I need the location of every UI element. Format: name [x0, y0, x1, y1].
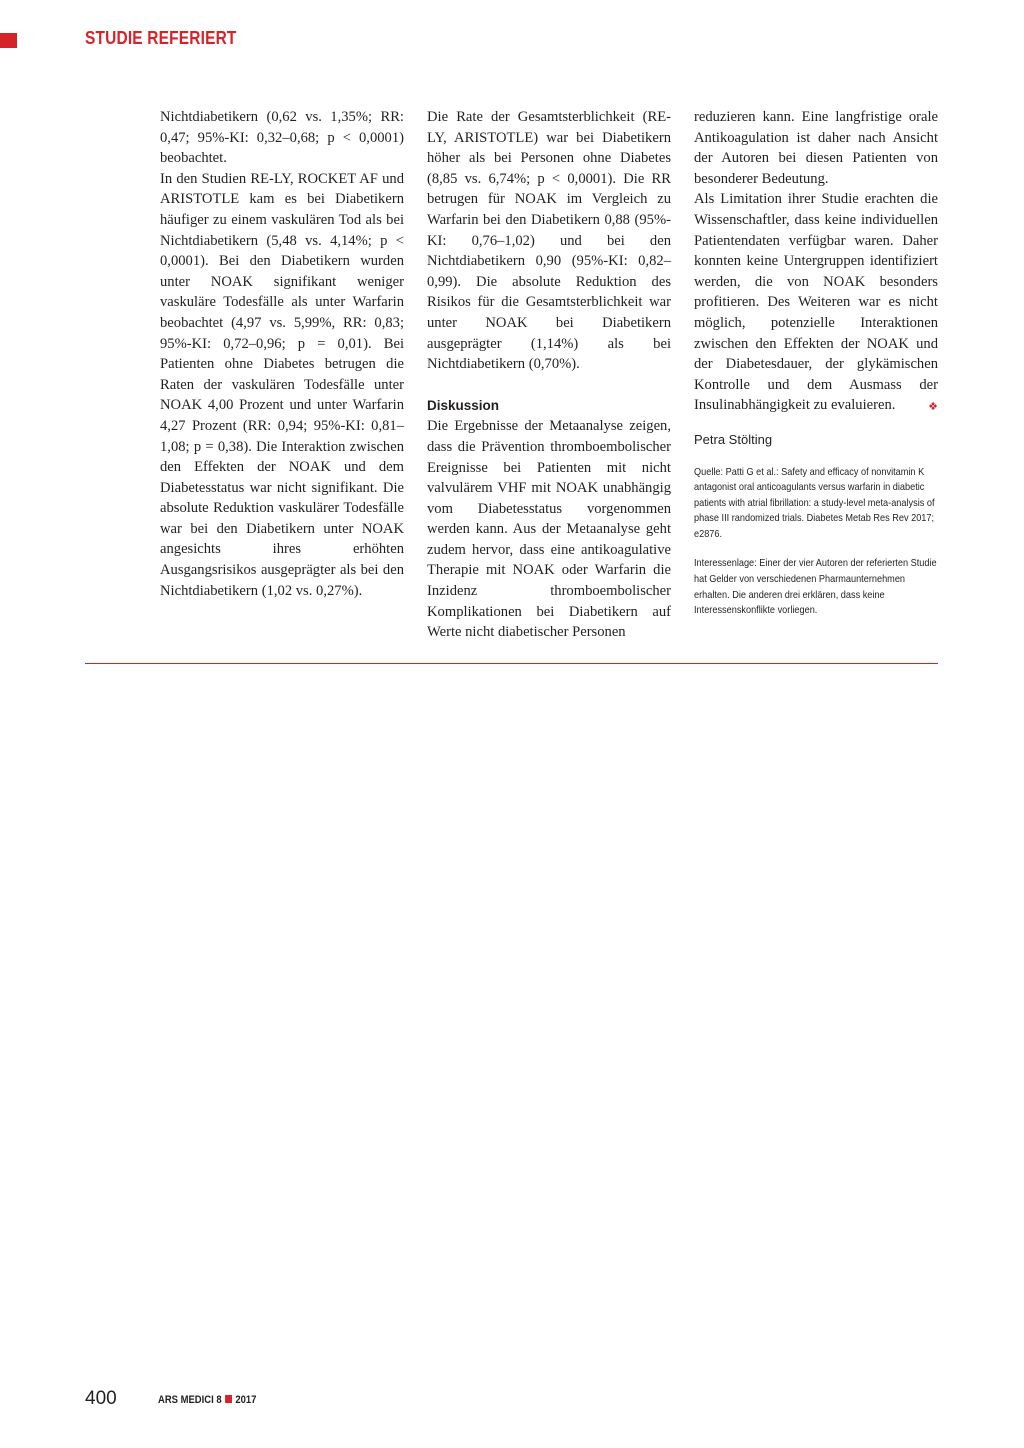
paragraph: Die Ergebnisse der Metaanalyse zeigen, dass die Prävention thromboembolischer Ereignisse bei Patienten mit nicht valvulärem VHF mit NOAK unabhängig vom Diabetesstatus vorgenommen werden kann. Aus der Metaanalyse geht zudem hervor, dass eine antikoagulative Therapie mit NOAK oder Warfarin die Inzidenz thromboembolischer Komplikationen bei Diabetikern auf Werte nicht diabetischer Personen	[427, 418, 671, 641]
journal-year: 2017	[235, 1394, 257, 1406]
divider-rule	[85, 663, 938, 664]
text-column-2	[427, 107, 671, 643]
paragraph	[694, 189, 938, 416]
paragraph: Die Rate der Gesamtsterblichkeit (RE-LY, ARISTOTLE) war bei Diabetikern höher als bei Personen ohne Diabetes (8,85 vs. 6,74%; p < 0,0001). Die RR betrugen für NOAK im Vergleich zu Warfarin bei den Diabetikern 0,88 (95%-KI: 0,76–1,02) und bei den Nichtdiabetikern 0,90 (95%-KI: 0,82–0,99). Die absolute Reduktion des Risikos für die Gesamtsterblichkeit war unter NOAK bei Diabetikern ausgeprägter (1,14%) als bei Nichtdiabetikern (0,70%).	[427, 109, 671, 373]
text-column-3	[694, 107, 938, 619]
paragraph: reduzieren kann. Eine langfristige orale Antikoagulation ist daher nach Ansicht der Autoren bei diesen Patienten von besonderer Bedeutung.	[694, 109, 938, 187]
section-label: STUDIE REFERIERT	[85, 28, 237, 48]
paragraph-text: Als Limitation ihrer Studie erachten die Wissenschaftler, dass keine individuellen Patientendaten verfügbar waren. Daher konnten keine Untergruppen identifiziert werden, die von NOAK besonders profitieren. Des Weiteren war es nicht möglich, potenzielle Interaktionen zwischen den Effekten der NOAK und der Diabetesdauer, der glykämischen Kontrolle und dem Ausmass der Insulinabhängigkeit zu evaluieren.	[694, 191, 938, 414]
author-name: Petra Stölting	[694, 431, 773, 447]
section-heading-diskussion: Diskussion	[427, 397, 500, 413]
paragraph: In den Studien RE-LY, ROCKET AF und ARISTOTLE kam es bei Diabetikern häufiger zu einem vaskulären Tod als bei Nichtdiabetikern (5,48 vs. 4,14%; p < 0,0001). Bei den Diabetikern wurden unter NOAK signifikant weniger vaskuläre Todesfälle als unter Warfarin beobachtet (4,97 vs. 5,99%, RR: 0,83; 95%-KI: 0,72–0,96; p = 0,01). Bei Patienten ohne Diabetes betrugen die Raten der vaskulären Todesfälle unter NOAK 4,00 Prozent und unter Warfarin 4,27 Prozent (RR: 0,94; 95%-KI: 0,81–1,08; p = 0,38). Die Interaktion zwischen den Effekten der NOAK und dem Diabetesstatus war nicht signifikant. Die absolute Reduktion vaskulärer Todesfälle war bei den Diabetikern unter NOAK angesichts ihres erhöhten Ausgangsrisikos ausgeprägter als bei den Nichtdiabetikern (1,02 vs. 0,27%).	[160, 170, 404, 599]
paragraph: Nichtdiabetikern (0,62 vs. 1,35%; RR: 0,47; 95%-KI: 0,32–0,68; p < 0,0001) beobachtet.	[160, 109, 404, 167]
conflict-of-interest-note: Interessenlage: Einer der vier Autoren der referierten Studie hat Gelder von verschiedenen Pharmaunternehmen erhalten. Die anderen drei erklären, dass keine Interessenskonflikte vorliegen.	[694, 558, 937, 617]
text-column-1	[160, 107, 404, 601]
header-accent-square	[0, 33, 17, 48]
page-number: 400	[85, 1388, 117, 1409]
journal-name: ARS MEDICI 8	[158, 1394, 222, 1406]
journal-footer	[158, 1394, 256, 1406]
end-of-article-icon: ❖	[928, 401, 938, 414]
source-citation: Quelle: Patti G et al.: Safety and efficacy of nonvitamin K antagonist oral anticoagulants versus warfarin in diabetic patients with atrial fibrillation: a study-level meta-analysis of phase III randomized trials. Diabetes Metab Res Rev 2017; e2876.	[694, 466, 935, 540]
footer-square-icon	[225, 1395, 232, 1403]
